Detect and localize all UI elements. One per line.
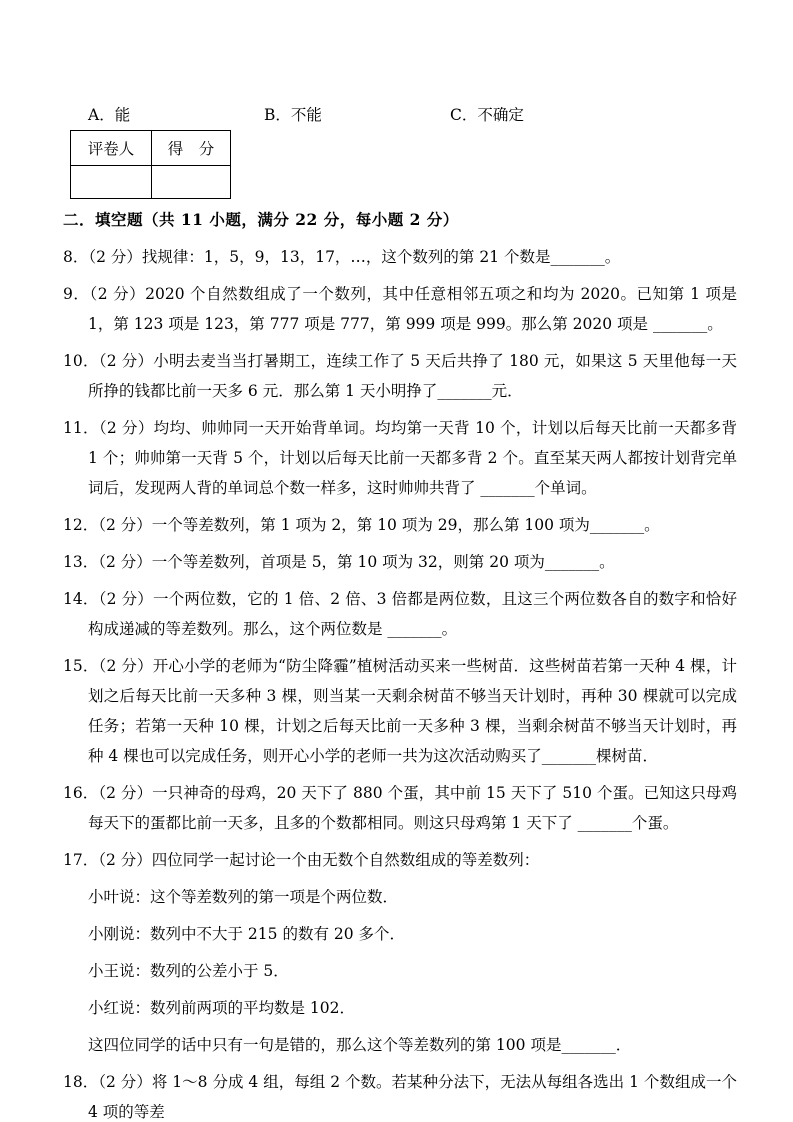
question-18: 18．（2 分）将 1～8 分成 4 组，每组 2 个数。若某种分法下，无法从每组各选出 1 个数组成一个 4 项的等差 [63,1073,737,1121]
score-header-cell: 得 分 [152,131,231,166]
question-15: 15．（2 分）开心小学的老师为“防尘降霾”植树活动买来一些树苗．这些树苗若第一天种 4 棵，计划之后每天比前一天多种 3 棵，则当某一天剩余树苗不够当天计划时，再种 30 棵就可以完成任务；若第一天种 10 棵，计划之后每天比前一天多种 3 棵，当剩余树苗不够当天计划时，再种 4 棵也可以完成任务，则开心小学的老师一共为这次活动购买了_______棵树苗． [63,657,737,765]
score-table-header-row [71,131,231,166]
question-12: 12．（2 分）一个等差数列，第 1 项为 2，第 10 项为 29，那么第 100 项为_______。 [63,516,660,534]
question-9: 9．（2 分）2020 个自然数组成了一个数列，其中任意相邻五项之和均为 2020。已知第 1 项是 1，第 123 项是 123，第 777 项是 777，第 999 项是 999。那么第 2020 项是 _______。 [63,285,737,333]
grader-score-table [70,130,231,199]
question-17-statement-xiaohong: 小红说：数列前两项的平均数是 102． [88,999,356,1017]
question-11: 11．（2 分）均均、帅帅同一天开始背单词。均均第一天背 10 个，计划以后每天比前一天都多背 1 个；帅帅第一天背 5 个，计划以后每天比前一天都多背 2 个。直至某天两人都按计划背完单词后，发现两人背的单词总个数一样多，这时帅帅共背了 _______个单词。 [63,419,737,497]
question-list [63,242,737,1122]
question-17-conclusion: 这四位同学的话中只有一句是错的，那么这个等差数列的第 100 项是_______． [88,1036,632,1054]
score-empty-cell [152,166,231,199]
option-a-label: A．能 [88,106,131,124]
question-17-statement-xiaogang: 小刚说：数列中不大于 215 的数有 20 多个． [88,925,406,943]
grader-header-cell: 评卷人 [71,131,152,166]
score-table-empty-row [71,166,231,199]
option-b-label: B．不能 [264,106,322,124]
question-16: 16．（2 分）一只神奇的母鸡，20 天下了 880 个蛋，其中前 15 天下了 510 个蛋。已知这只母鸡每天下的蛋都比前一天多，且多的个数都相同。则这只母鸡第 1 天下了 _______个蛋。 [63,784,737,832]
grader-empty-cell [71,166,152,199]
question-17: 17．（2 分）四位同学一起讨论一个由无数个自然数组成的等差数列： [63,851,540,869]
question-17-statement-xiaoye: 小叶说：这个等差数列的第一项是个两位数． [88,888,399,906]
question-17-statement-xiaowang: 小王说：数列的公差小于 5． [88,962,289,980]
option-c-label: C．不确定 [450,106,524,124]
section-title-fill-in-blanks: 二．填空题（共 11 小题，满分 22 分，每小题 2 分） [63,210,459,229]
question-8: 8．（2 分）找规律：1，5，9，13，17，…，这个数列的第 21 个数是_______。 [63,248,621,266]
question-14: 14．（2 分）一个两位数，它的 1 倍、2 倍、3 倍都是两位数，且这三个两位数各自的数字和恰好构成递减的等差数列。那么，这个两位数是 _______。 [63,590,737,638]
answer-options-row [63,103,737,125]
page-content [63,103,737,1122]
question-10: 10．（2 分）小明去麦当当打暑期工，连续工作了 5 天后共挣了 180 元，如果这 5 天里他每一天所挣的钱都比前一天多 6 元．那么第 1 天小明挣了_______元． [63,352,737,400]
question-13: 13．（2 分）一个等差数列，首项是 5，第 10 项为 32，则第 20 项为_______。 [63,553,615,571]
